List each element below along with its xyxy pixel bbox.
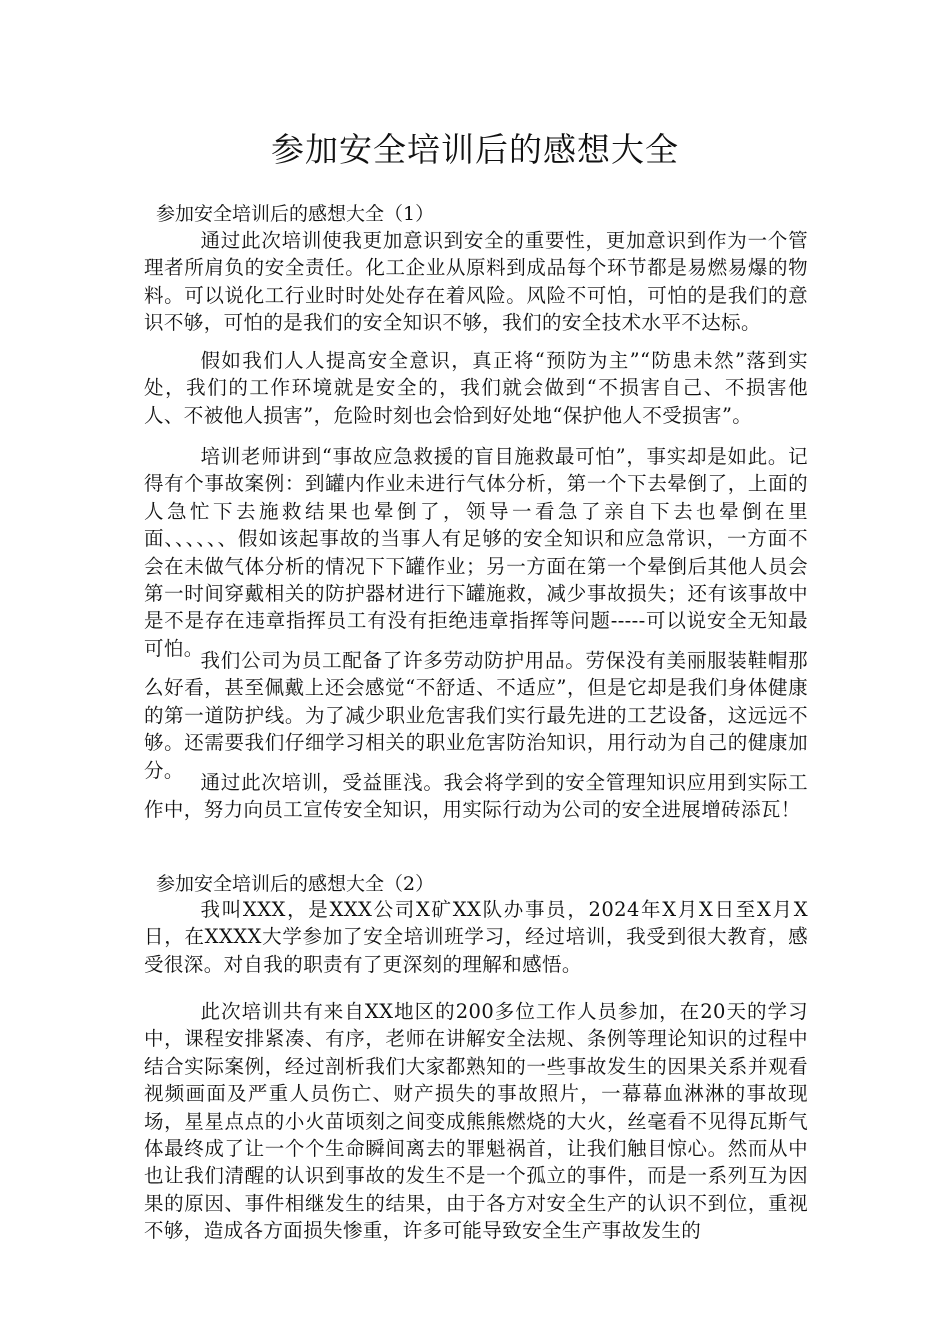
section-2-heading: 参加安全培训后的感想大全（2） bbox=[156, 873, 435, 895]
section-1-paragraph-2: 假如我们人人提高安全意识，真正将“预防为主”“防患未然”落到实处，我们的工作环境就是安全的，我们就会做到“不损害自己、不损害他人、不被他人损害”，危险时刻也会恰到好处地“保护他人不受损害”。 bbox=[144, 349, 808, 427]
section-2-paragraph-2: 此次培训共有来自XX地区的200多位工作人员参加，在20天的学习中，课程安排紧凑、有序，老师在讲解安全法规、条例等理论知识的过程中结合实际案例，经过剖析我们大家都熟知的一些事故发生的因果关系并观看视频画面及严重人员伤亡、财产损失的事故照片，一幕幕血淋淋的事故现场，星星点点的小火苗顷刻之间变成熊熊燃烧的大火，丝毫看不见得瓦斯气体最终成了让一个个生命瞬间离去的罪魁祸首，让我们触目惊心。然而从中也让我们清醒的认识到事故的发生不是一个孤立的事件，而是一系列互为因果的原因、事件相继发生的结果，由于各方对安全生产的认识不到位，重视不够，造成各方面损失惨重，许多可能导致安全生产事故发生的 bbox=[144, 1000, 808, 1243]
section-1-paragraph-3: 培训老师讲到“事故应急救援的盲目施救最可怕”，事实却是如此。记得有个事故案例：到罐内作业未进行气体分析，第一个下去晕倒了，上面的人急忙下去施救结果也晕倒了，领导一看急了亲自下去也晕倒在里面、、、、、、假如该起事故的当事人有足够的安全知识和应急常识，一方面不会在未做气体分析的情况下下罐作业；另一方面在第一个晕倒后其他人员会第一时间穿戴相关的防护器材进行下罐施救，减少事故损失；还有该事故中是不是存在违章指挥员工有没有拒绝违章指挥等问题-----可以说安全无知最可怕。 bbox=[144, 445, 808, 660]
section-1-paragraph-1: 通过此次培训使我更加意识到安全的重要性，更加意识到作为一个管理者所肩负的安全责任。化工企业从原料到成品每个环节都是易燃易爆的物料。可以说化工行业时时处处存在着风险。风险不可怕，可怕的是我们的意识不够，可怕的是我们的安全知识不够，我们的安全技术水平不达标。 bbox=[144, 229, 808, 335]
section-1-heading: 参加安全培训后的感想大全（1） bbox=[156, 203, 435, 225]
section-1-paragraph-4: 我们公司为员工配备了许多劳动防护用品。劳保没有美丽服装鞋帽那么好看，甚至佩戴上还会感觉“不舒适、不适应”，但是它却是我们身体健康的第一道防护线。为了减少职业危害我们实行最先进的工艺设备，这远远不够。还需要我们仔细学习相关的职业危害防治知识，用行动为自己的健康加分。 bbox=[144, 649, 808, 782]
section-1-paragraph-5: 通过此次培训，受益匪浅。我会将学到的安全管理知识应用到实际工作中，努力向员工宣传安全知识，用实际行动为公司的安全进展增砖添瓦！ bbox=[144, 771, 808, 822]
section-2-paragraph-1: 我叫XXX，是XXX公司X矿XX队办事员，2024年X月X日至X月X日，在XXXX大学参加了安全培训班学习，经过培训，我受到很大教育，感受很深。对自我的职责有了更深刻的理解和感悟。 bbox=[144, 898, 808, 976]
document-title: 参加安全培训后的感想大全 bbox=[271, 130, 679, 169]
